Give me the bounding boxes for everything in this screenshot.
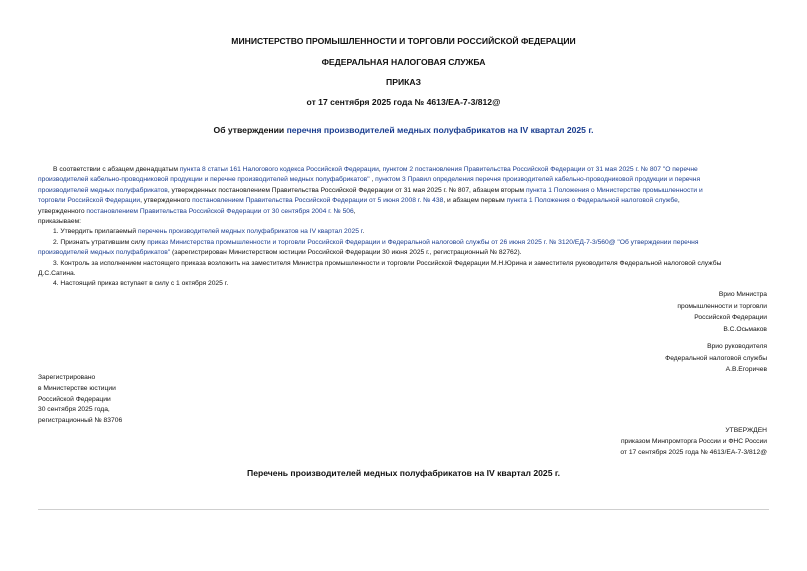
gov-resolution-807-link[interactable]: пунктом 2 постановления Правительства Российской Федерации от 31 мая 2025 г. № 807 "О перечне <box>382 166 698 173</box>
item-3: 3. Контроль за исполнением настоящего приказа возложить на заместителя Министра промышленности и торговли Российской Федерации М.Н.Юрина и заместителя руководителя Федеральной налоговой службы <box>53 259 722 267</box>
text-span: 1. Утвердить прилагаемый <box>53 228 138 236</box>
registration-line: Зарегистрировано <box>38 374 96 381</box>
preamble <box>38 165 770 290</box>
gov-resolution-438-link[interactable]: постановлением Правительства Российской Федерации от 5 июня 2008 г. № 438 <box>192 197 444 205</box>
approval-line: от 17 сентября 2025 года № 4613/ЕА-7-3/812@ <box>620 449 767 457</box>
signature-line: промышленности и торговли <box>677 302 767 310</box>
registration-block <box>38 373 122 427</box>
signature-line: В.С.Осьмаков <box>723 325 767 333</box>
text-span: , <box>677 197 680 205</box>
text-span: , <box>369 176 376 184</box>
previous-order-link[interactable]: приказ Министерства промышленности и торговли Российской Федерации и Федеральной налоговой службы от 26 июня 2025 г. № 3120/ЕД-7-3/560@ "Об утверждении перечня <box>147 238 699 246</box>
order-title-link[interactable]: перечня производителей медных полуфабрикатов на IV квартал 2025 г. <box>286 125 594 135</box>
approval-line: приказом Минпромторга России и ФНС России <box>620 438 767 446</box>
signature-minister <box>677 289 767 335</box>
preamble-line <box>38 175 770 185</box>
preamble-line <box>38 165 770 175</box>
item-2 <box>38 238 770 248</box>
signature-line: Федеральной налоговой службы <box>665 354 767 362</box>
preamble-order-word: приказываем: <box>38 218 82 226</box>
rules-point-3-link-cont[interactable]: производителей медных полуфабрикатов <box>38 186 168 194</box>
divider <box>38 509 769 510</box>
signature-line: Врио Министра <box>718 291 767 298</box>
item-2-cont <box>38 248 770 258</box>
appendix-title: Перечень производителей медных полуфабрикатов на IV квартал 2025 г. <box>247 468 560 478</box>
date-number-heading: от 17 сентября 2025 года № 4613/ЕА-7-3/812@ <box>306 97 501 107</box>
fns-regulation-link[interactable]: пункта 1 Положения о Федеральной налоговой службе <box>506 197 678 205</box>
signature-fns-head <box>665 341 767 376</box>
item-1 <box>38 227 770 237</box>
tax-code-link[interactable]: пункта 8 статьи 161 Налогового кодекса Российской Федерации <box>179 166 379 173</box>
registration-line: 30 сентября 2025 года, <box>38 406 110 414</box>
signature-line: Российской Федерации <box>694 314 767 322</box>
producers-list-link[interactable]: перечень производителей медных полуфабрикатов на IV квартал 2025 г <box>137 228 363 236</box>
approval-line: УТВЕРЖДЕН <box>725 427 767 434</box>
text-span: утвержденного <box>38 207 87 215</box>
text-span: В соответствии с абзацем двенадцатым <box>53 166 180 173</box>
item-3-cont: Д.С.Сатина. <box>38 270 76 278</box>
approval-block <box>620 425 767 459</box>
preamble-line <box>38 186 770 196</box>
item-4: 4. Настоящий приказ вступает в силу с 1 октября 2025 г. <box>53 280 229 288</box>
registration-line: в Министерстве юстиции <box>38 384 116 392</box>
text-span: , <box>353 207 356 215</box>
order-title-prefix: Об утверждении <box>213 125 287 135</box>
text-span: . <box>362 228 365 236</box>
ministry-heading: МИНИСТЕРСТВО ПРОМЫШЛЕННОСТИ И ТОРГОВЛИ РОССИЙСКОЙ ФЕДЕРАЦИИ <box>231 36 576 46</box>
signature-line: Врио руководителя <box>707 343 767 350</box>
text-span: , утвержденных постановлением Правительства Российской Федерации от 31 мая 2025 г. № 807, абзацем вторым <box>167 186 526 194</box>
gov-resolution-807-link-cont[interactable]: производителей кабельно-проводниковой продукции и перечне производителей медных полуфабрикатов" <box>38 176 370 184</box>
order-title <box>0 125 807 135</box>
registration-line: регистрационный № 83706 <box>38 417 123 425</box>
text-span: 2. Признать утратившим силу <box>53 238 148 246</box>
preamble-line <box>38 207 770 217</box>
preamble-line <box>38 196 770 206</box>
doc-type-heading: ПРИКАЗ <box>386 77 421 87</box>
minprom-regulation-link-cont[interactable]: торговли Российской Федерации <box>38 197 141 205</box>
rules-point-3-link[interactable]: пунктом 3 Правил определения перечня производителей кабельно-проводниковой продукции и перечня <box>375 176 701 184</box>
gov-resolution-506-link[interactable]: постановлением Правительства Российской Федерации от 30 сентября 2004 г. № 506 <box>86 207 354 215</box>
text-span: , и абзацем первым <box>443 197 507 205</box>
signature-line: А.В.Егоричев <box>725 366 767 374</box>
previous-order-link-cont[interactable]: производителей медных полуфабрикатов" <box>38 249 171 257</box>
text-span: , утвержденного <box>140 197 193 205</box>
registration-line: Российской Федерации <box>38 395 111 403</box>
text-span: (зарегистрирован Министерством юстиции Российской Федерации 30 июня 2025 г., регистрационный № 82762). <box>170 249 522 257</box>
service-heading: ФЕДЕРАЛЬНАЯ НАЛОГОВАЯ СЛУЖБА <box>321 57 486 67</box>
text-span: , <box>378 166 383 173</box>
minprom-regulation-link[interactable]: пункта 1 Положения о Министерстве промышленности и <box>526 186 703 194</box>
